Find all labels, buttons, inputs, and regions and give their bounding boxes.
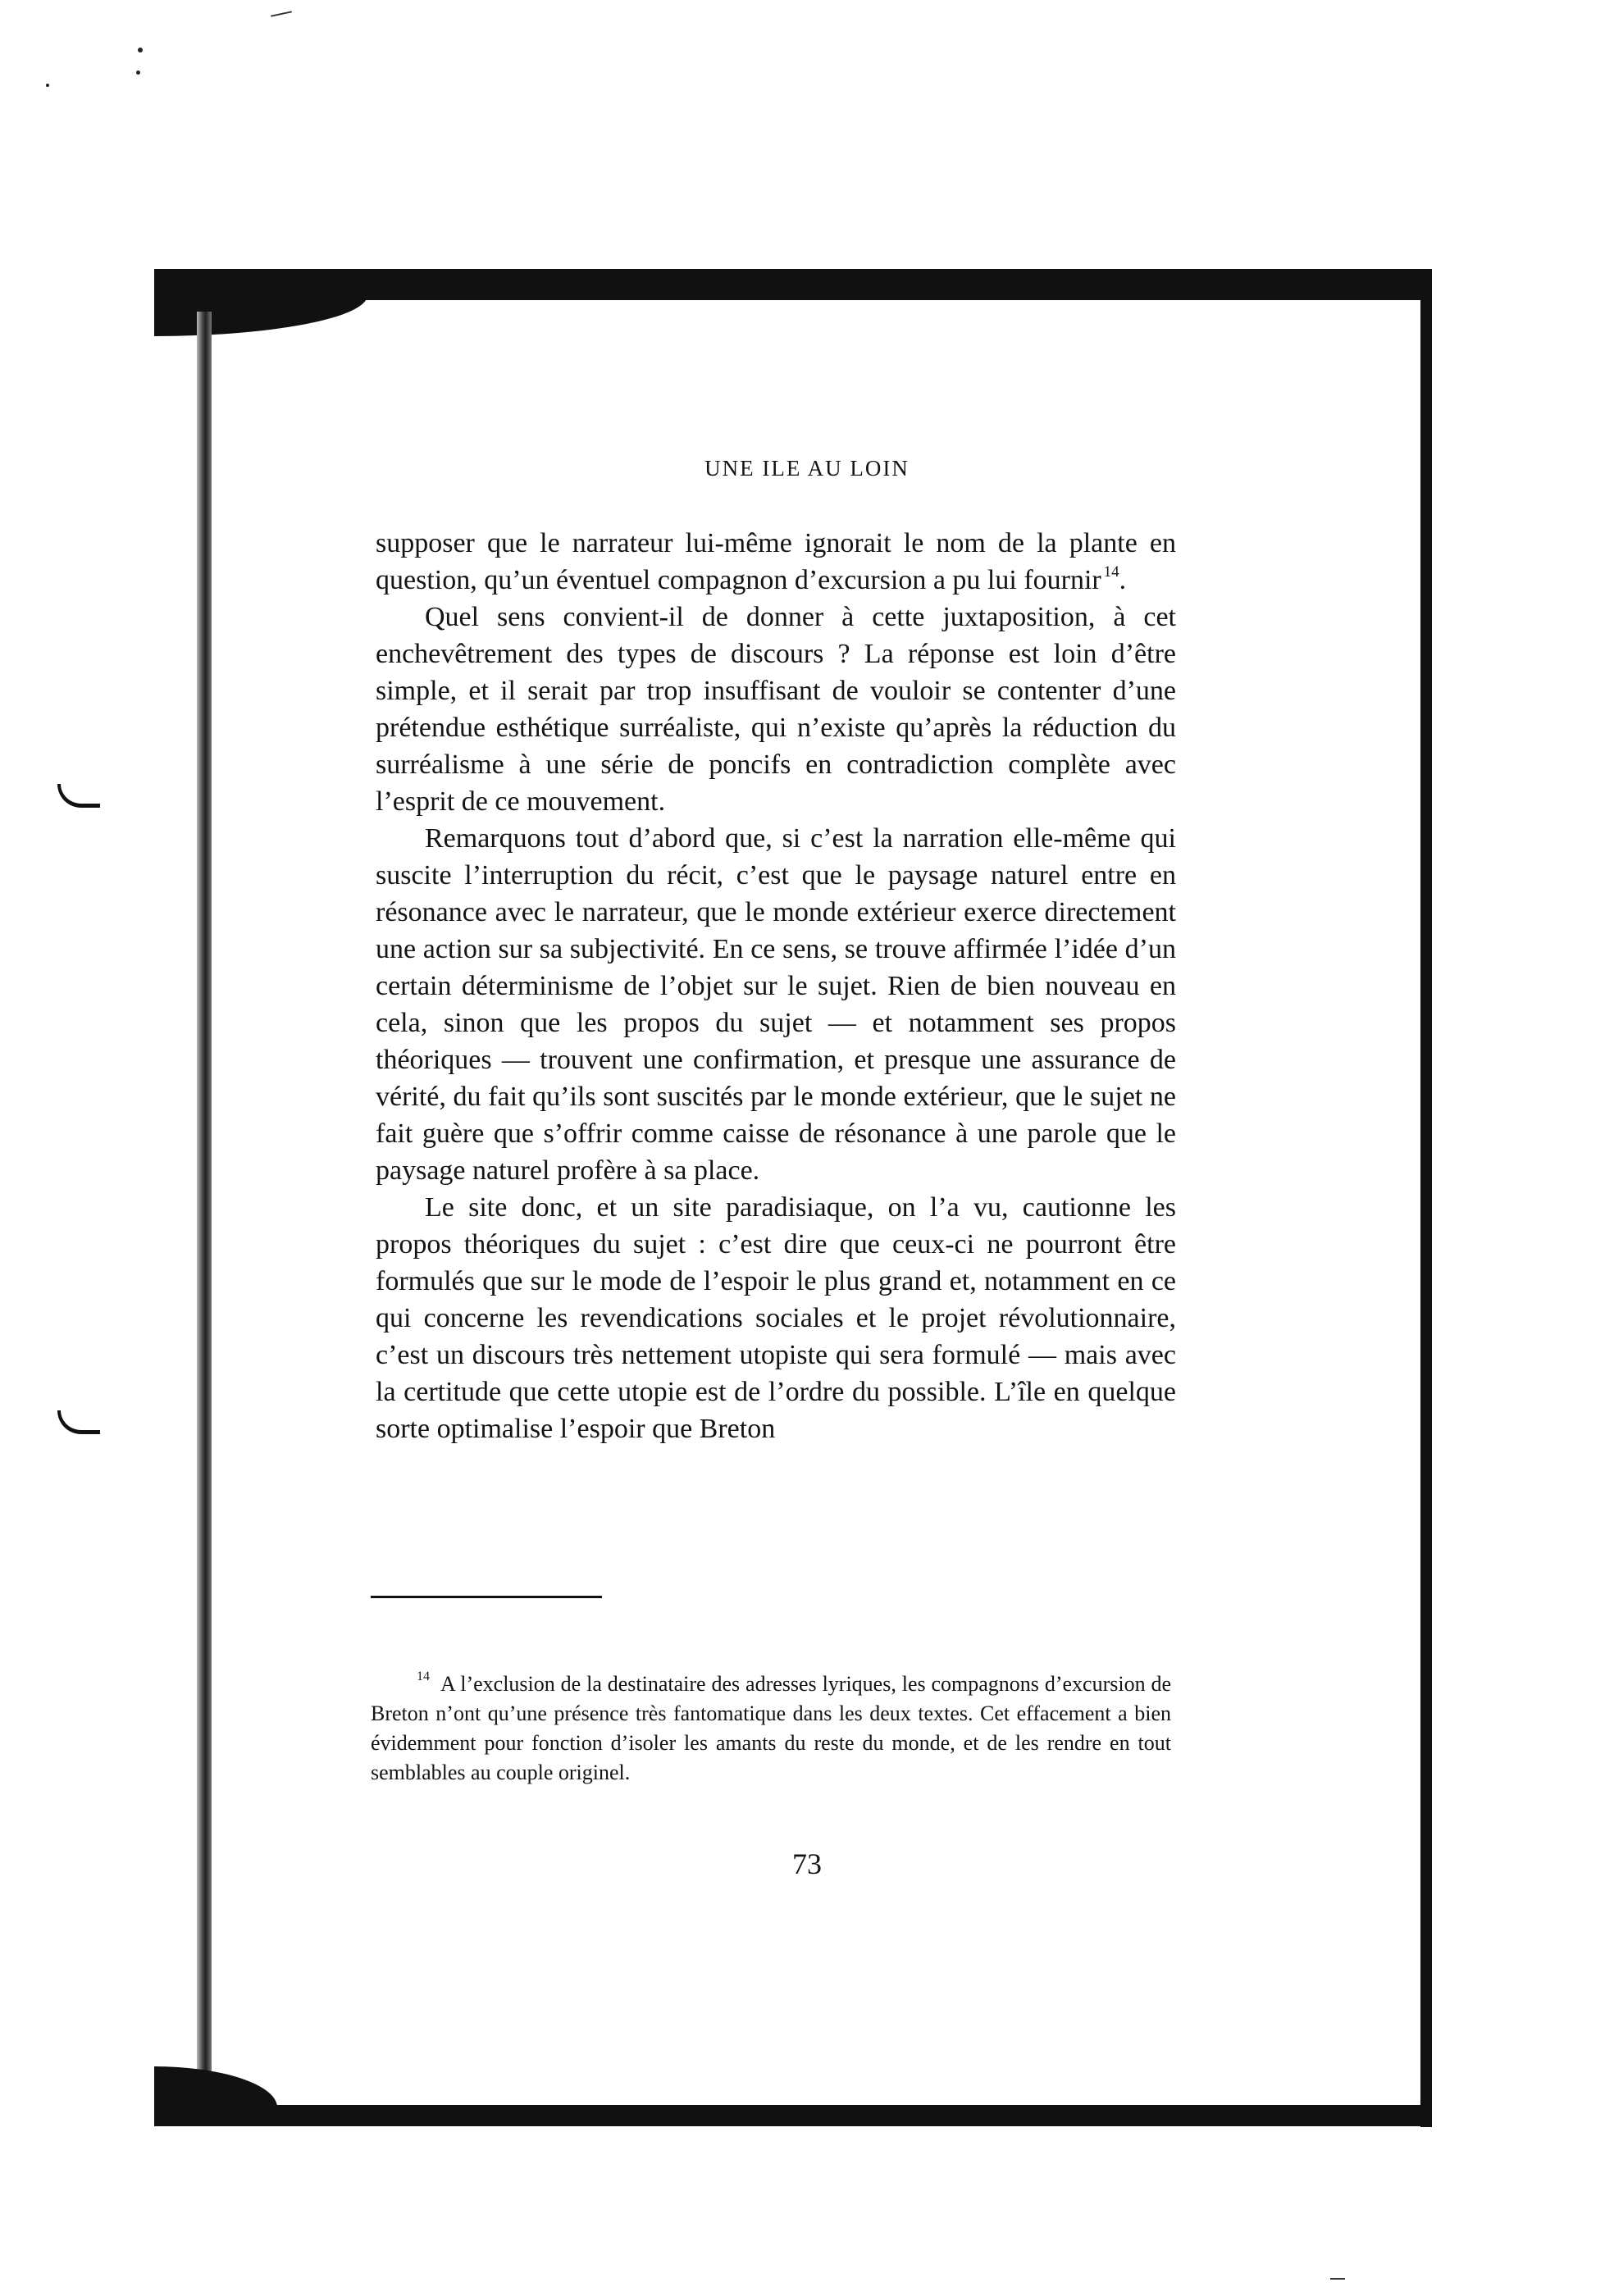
margin-mark <box>57 784 100 808</box>
scan-speck <box>271 11 292 16</box>
scan-frame-bottom <box>154 2105 1432 2126</box>
footnote-paragraph <box>371 1670 1171 1788</box>
scan-speck <box>138 48 143 52</box>
footnote-reference: 14 <box>1103 563 1119 581</box>
footnote <box>371 1670 1171 1788</box>
scan-frame-bottom-curve <box>154 2066 277 2107</box>
paragraph-text: supposer que le narrateur lui-même ignorait le nom de la plante en question, qu’un éventuel compagnon d’excursion a pu lui fournir <box>376 528 1176 595</box>
scan-frame-left <box>197 312 212 2107</box>
paragraph: Quel sens convient-il de donner à cette juxtaposition, à cet enchevêtrement des types de discours ? La réponse est loin d’être simple, et il serait par trop insuffisant de vouloir se contenter d’une prétendue esthétique surréaliste, qui n’existe qu’après la réduction du surréalisme à une série de poncifs en contradiction complète avec l’esprit de ce mouvement. <box>376 602 1176 817</box>
margin-mark <box>57 1410 100 1434</box>
footnote-rule <box>371 1596 602 1598</box>
paragraph: Le site donc, et un site paradisiaque, on l’a vu, cautionne les propos théoriques du sujet : c’est dire que ceux-ci ne pourront être formulés que sur le mode de l’espoir le plus grand et, notamment en ce qui concerne les revendications sociales et le projet révolutionnaire, c’est un discours très nettement utopiste qui sera formulé — mais avec la certitude que cette utopie est de l’ordre du possible. L’île en quelque sorte optimalise l’espoir que Breton <box>376 1192 1176 1444</box>
scan-speck <box>136 71 140 75</box>
paragraph <box>376 525 1176 599</box>
footnote-number: 14 <box>417 1670 430 1684</box>
running-head: UNE ILE AU LOIN <box>704 456 910 481</box>
page-number: 73 <box>792 1847 822 1880</box>
footnote-text: A l’exclusion de la destinataire des adresses lyriques, les compagnons d’excursion de Breton n’ont qu’une présence très fantomatique dans les deux textes. Cet effacement a bien évidemment pour fonction d’isoler les amants du reste du monde, et de les rendre en tout semblables au couple originel. <box>371 1672 1171 1784</box>
scan-speck <box>1330 2278 1345 2280</box>
scan-speck <box>46 84 49 87</box>
paragraph: Remarquons tout d’abord que, si c’est la narration elle-même qui suscite l’interruption du récit, c’est que le paysage naturel entre en résonance avec le narrateur, que le monde extérieur exerce directement une action sur sa subjectivité. En ce sens, se trouve affirmée l’idée d’un certain déterminisme de l’objet sur le sujet. Rien de bien nouveau en cela, sinon que les propos du sujet — et notamment ses propos théoriques — trouvent une confirmation, et presque une assurance de vérité, du fait qu’ils sont suscités par le monde extérieur, que le sujet ne fait guère que s’offrir comme caisse de résonance à une parole que le paysage naturel profère à sa place. <box>376 823 1176 1186</box>
scan-frame-top-curve <box>154 295 367 336</box>
paragraph-text-end: . <box>1119 565 1127 595</box>
body-text <box>376 525 1176 1447</box>
